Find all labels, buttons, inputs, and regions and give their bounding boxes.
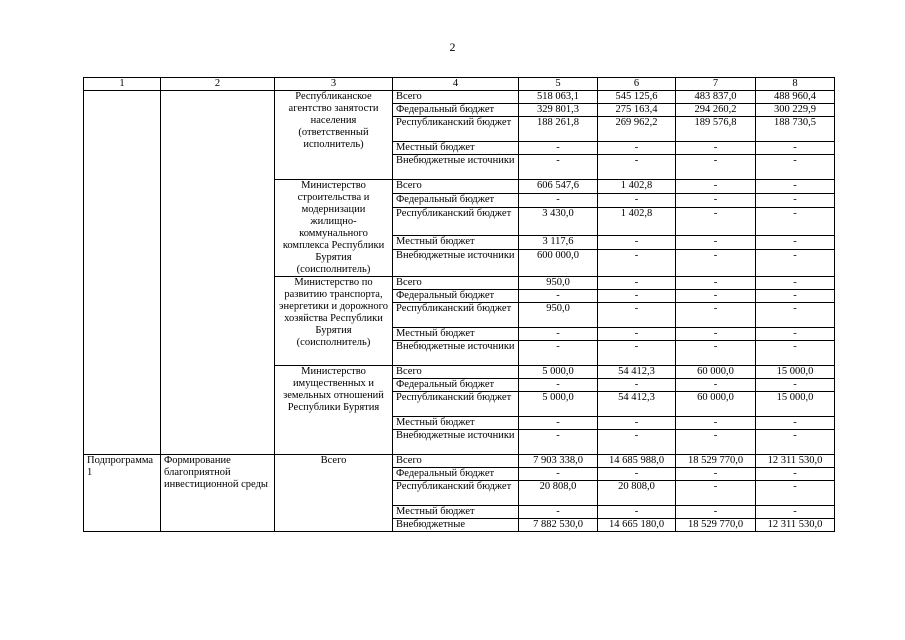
amount-cell: 483 837,0 xyxy=(676,91,756,104)
funding-source: Всего xyxy=(393,277,519,290)
funding-source: Внебюджетные источники xyxy=(393,341,519,366)
funding-source: Республиканский бюджет xyxy=(393,208,519,235)
amount-cell: - xyxy=(756,208,835,235)
amount-cell: 3 430,0 xyxy=(519,208,598,235)
funding-source: Республиканский бюджет xyxy=(393,392,519,417)
amount-cell: - xyxy=(676,506,756,519)
amount-cell: 269 962,2 xyxy=(598,117,676,142)
amount-cell: - xyxy=(519,290,598,303)
amount-cell: - xyxy=(598,155,676,180)
amount-cell: 294 260,2 xyxy=(676,104,756,117)
amount-cell: - xyxy=(756,430,835,455)
amount-cell: 14 685 988,0 xyxy=(598,455,676,468)
amount-cell: 275 163,4 xyxy=(598,104,676,117)
funding-source: Местный бюджет xyxy=(393,506,519,519)
funding-source: Республиканский бюджет xyxy=(393,303,519,328)
funding-source: Внебюджетные источники xyxy=(393,155,519,180)
amount-cell: - xyxy=(598,194,676,208)
amount-cell: - xyxy=(519,468,598,481)
amount-cell: 3 117,6 xyxy=(519,235,598,249)
column-number-6: 6 xyxy=(598,78,676,91)
amount-cell: - xyxy=(676,341,756,366)
column-number-1: 1 xyxy=(84,78,161,91)
funding-source: Внебюджетные источники xyxy=(393,430,519,455)
amount-cell: - xyxy=(598,417,676,430)
executor-cell: Всего xyxy=(275,455,393,532)
column-number-4: 4 xyxy=(393,78,519,91)
amount-cell: - xyxy=(598,328,676,341)
amount-cell: - xyxy=(519,328,598,341)
amount-cell: - xyxy=(598,249,676,276)
executor-cell: Министерство строительства и модернизации жилищно-коммунального комплекса Республики Бурятия (соисполнитель) xyxy=(275,180,393,277)
amount-cell: - xyxy=(676,235,756,249)
amount-cell: - xyxy=(676,481,756,506)
amount-cell: - xyxy=(676,468,756,481)
amount-cell: 300 229,9 xyxy=(756,104,835,117)
amount-cell: - xyxy=(756,194,835,208)
funding-source: Федеральный бюджет xyxy=(393,379,519,392)
amount-cell: - xyxy=(598,468,676,481)
activity-cell: Формирование благоприятной инвестиционной среды xyxy=(161,455,275,532)
funding-source: Всего xyxy=(393,366,519,379)
amount-cell: 20 808,0 xyxy=(519,481,598,506)
executor-cell: Министерство по развитию транспорта, энергетики и дорожного хозяйства Республики Бурятия (соисполнитель) xyxy=(275,277,393,366)
amount-cell: 12 311 530,0 xyxy=(756,455,835,468)
amount-cell: 15 000,0 xyxy=(756,392,835,417)
amount-cell: - xyxy=(598,290,676,303)
amount-cell: 5 000,0 xyxy=(519,366,598,379)
funding-source: Республиканский бюджет xyxy=(393,117,519,142)
amount-cell: - xyxy=(676,430,756,455)
amount-cell: 950,0 xyxy=(519,303,598,328)
amount-cell: 518 063,1 xyxy=(519,91,598,104)
amount-cell: - xyxy=(676,290,756,303)
amount-cell: - xyxy=(756,328,835,341)
amount-cell: - xyxy=(598,235,676,249)
amount-cell: - xyxy=(598,506,676,519)
amount-cell: 15 000,0 xyxy=(756,366,835,379)
amount-cell: 1 402,8 xyxy=(598,208,676,235)
amount-cell: - xyxy=(756,481,835,506)
amount-cell: - xyxy=(676,328,756,341)
funding-source: Всего xyxy=(393,455,519,468)
amount-cell: - xyxy=(756,180,835,194)
amount-cell: - xyxy=(756,235,835,249)
amount-cell: 950,0 xyxy=(519,277,598,290)
amount-cell: - xyxy=(598,430,676,455)
program-cell: Подпрограмма 1 xyxy=(84,455,161,532)
amount-cell: - xyxy=(756,341,835,366)
amount-cell: 54 412,3 xyxy=(598,366,676,379)
column-number-2: 2 xyxy=(161,78,275,91)
amount-cell: - xyxy=(676,208,756,235)
amount-cell: - xyxy=(519,194,598,208)
amount-cell: - xyxy=(676,379,756,392)
table-row xyxy=(84,455,835,468)
amount-cell: - xyxy=(756,277,835,290)
column-number-3: 3 xyxy=(275,78,393,91)
funding-source: Федеральный бюджет xyxy=(393,194,519,208)
amount-cell: 5 000,0 xyxy=(519,392,598,417)
program-cell xyxy=(84,91,161,455)
amount-cell: 600 000,0 xyxy=(519,249,598,276)
amount-cell: - xyxy=(598,142,676,155)
amount-cell: - xyxy=(519,142,598,155)
funding-source: Федеральный бюджет xyxy=(393,468,519,481)
amount-cell: - xyxy=(676,277,756,290)
executor-cell: Министерство имущественных и земельных отношений Республики Бурятия xyxy=(275,366,393,455)
amount-cell: - xyxy=(756,249,835,276)
budget-table xyxy=(83,77,835,532)
funding-source: Внебюджетные xyxy=(393,519,519,532)
amount-cell: - xyxy=(756,290,835,303)
amount-cell: 18 529 770,0 xyxy=(676,519,756,532)
amount-cell: - xyxy=(676,155,756,180)
activity-cell xyxy=(161,91,275,455)
amount-cell: 60 000,0 xyxy=(676,366,756,379)
table-row xyxy=(84,91,835,104)
amount-cell: - xyxy=(598,277,676,290)
amount-cell: 606 547,6 xyxy=(519,180,598,194)
amount-cell: - xyxy=(756,468,835,481)
amount-cell: - xyxy=(598,341,676,366)
amount-cell: - xyxy=(676,249,756,276)
executor-cell: Республиканское агентство занятости населения (ответственный исполнитель) xyxy=(275,91,393,180)
funding-source: Местный бюджет xyxy=(393,235,519,249)
amount-cell: - xyxy=(676,194,756,208)
funding-source: Местный бюджет xyxy=(393,142,519,155)
funding-source: Федеральный бюджет xyxy=(393,290,519,303)
funding-source: Федеральный бюджет xyxy=(393,104,519,117)
amount-cell: - xyxy=(519,430,598,455)
amount-cell: 545 125,6 xyxy=(598,91,676,104)
amount-cell: - xyxy=(756,379,835,392)
column-number-row xyxy=(84,78,835,91)
amount-cell: 189 576,8 xyxy=(676,117,756,142)
amount-cell: 54 412,3 xyxy=(598,392,676,417)
amount-cell: 1 402,8 xyxy=(598,180,676,194)
amount-cell: 188 730,5 xyxy=(756,117,835,142)
amount-cell: 7 903 338,0 xyxy=(519,455,598,468)
funding-source: Внебюджетные источники xyxy=(393,249,519,276)
amount-cell: - xyxy=(519,341,598,366)
funding-source: Всего xyxy=(393,180,519,194)
amount-cell: 488 960,4 xyxy=(756,91,835,104)
amount-cell: 20 808,0 xyxy=(598,481,676,506)
amount-cell: 18 529 770,0 xyxy=(676,455,756,468)
funding-source: Всего xyxy=(393,91,519,104)
amount-cell: - xyxy=(598,303,676,328)
column-number-5: 5 xyxy=(519,78,598,91)
amount-cell: - xyxy=(519,379,598,392)
amount-cell: 188 261,8 xyxy=(519,117,598,142)
amount-cell: 7 882 530,0 xyxy=(519,519,598,532)
funding-source: Республиканский бюджет xyxy=(393,481,519,506)
amount-cell: 14 665 180,0 xyxy=(598,519,676,532)
amount-cell: - xyxy=(676,417,756,430)
amount-cell: 12 311 530,0 xyxy=(756,519,835,532)
amount-cell: 60 000,0 xyxy=(676,392,756,417)
amount-cell: - xyxy=(676,180,756,194)
amount-cell: - xyxy=(598,379,676,392)
amount-cell: - xyxy=(519,155,598,180)
column-number-8: 8 xyxy=(756,78,835,91)
page-number: 2 xyxy=(449,40,456,54)
amount-cell: 329 801,3 xyxy=(519,104,598,117)
amount-cell: - xyxy=(756,155,835,180)
amount-cell: - xyxy=(756,303,835,328)
amount-cell: - xyxy=(519,417,598,430)
amount-cell: - xyxy=(519,506,598,519)
amount-cell: - xyxy=(756,142,835,155)
amount-cell: - xyxy=(676,303,756,328)
amount-cell: - xyxy=(756,417,835,430)
funding-source: Местный бюджет xyxy=(393,417,519,430)
column-number-7: 7 xyxy=(676,78,756,91)
funding-source: Местный бюджет xyxy=(393,328,519,341)
amount-cell: - xyxy=(756,506,835,519)
amount-cell: - xyxy=(676,142,756,155)
